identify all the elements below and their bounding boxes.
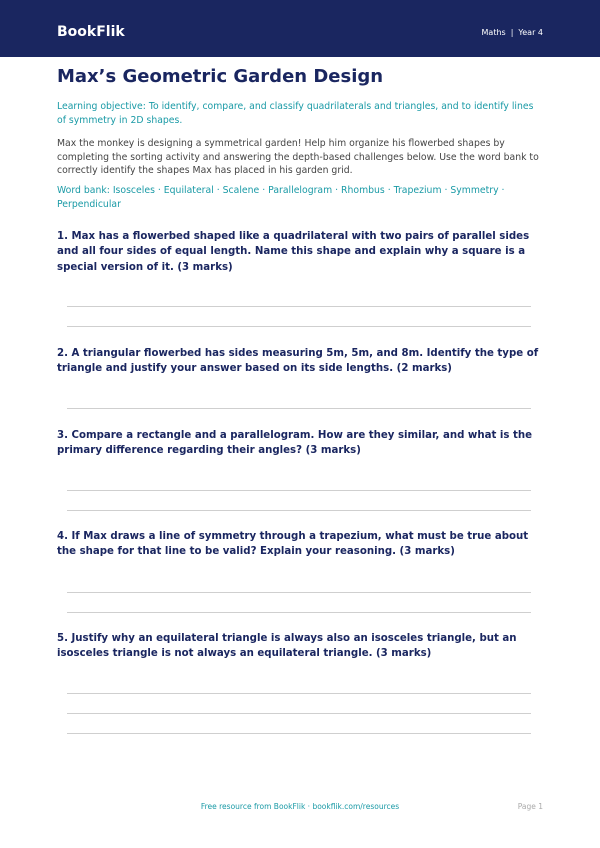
brand-logo: BookFlik (57, 24, 125, 40)
question-1: 1. Max has a flowerbed shaped like a quadrilateral with two pairs of parallel sides and all four sides of equal length. Name this shape and explain why a square is a special version of it. (3 marks) (57, 231, 530, 273)
answer-line[interactable] (67, 592, 531, 593)
answer-line[interactable] (67, 612, 531, 613)
answer-line[interactable] (67, 326, 531, 327)
intro-paragraph: Max the monkey is designing a symmetrical garden! Help him organize his flowerbed shapes by completing the sorting activity and answering the depth-based challenges below. Use the word bank to correctly identify the shapes Max has placed in his garden grid. (57, 138, 539, 176)
question-3: 3. Compare a rectangle and a parallelogram. How are they similar, and what is the primary difference regarding their angles? (3 marks) (57, 430, 533, 457)
word-bank: Word bank: Isosceles · Equilateral · Scalene · Parallelogram · Rhombus · Trapezium · Symmetry · Perpendicular (57, 185, 505, 210)
page-number: Page 1 (517, 802, 543, 811)
answer-line[interactable] (67, 306, 531, 307)
page-title: Max’s Geometric Garden Design (57, 66, 384, 87)
question-2: 2. A triangular flowerbed has sides measuring 5m, 5m, and 8m. Identify the type of triangle and justify your answer based on its side lengths. (2 marks) (57, 348, 539, 375)
question-4: 4. If Max draws a line of symmetry through a trapezium, what must be true about the shape for that line to be valid? Explain your reasoning. (3 marks) (57, 531, 529, 558)
answer-line[interactable] (67, 510, 531, 511)
learning-objective: Learning objective: To identify, compare, and classify quadrilaterals and triangles, and to identify lines of symmetry in 2D shapes. (57, 101, 534, 126)
answer-line[interactable] (67, 733, 531, 734)
meta-separator: | (510, 28, 514, 37)
answer-line[interactable] (67, 693, 531, 694)
answer-line[interactable] (67, 490, 531, 491)
question-5: 5. Justify why an equilateral triangle is always also an isosceles triangle, but an isosceles triangle is not always an equilateral triangle. (3 marks) (57, 633, 517, 660)
footer-credit: Free resource from BookFlik · bookflik.com/resources (200, 802, 400, 811)
year-label: Year 4 (518, 28, 543, 37)
header-bar (0, 0, 600, 57)
answer-line[interactable] (67, 408, 531, 409)
subject-year (482, 28, 543, 38)
answer-line[interactable] (67, 713, 531, 714)
subject-label: Maths (481, 28, 506, 37)
